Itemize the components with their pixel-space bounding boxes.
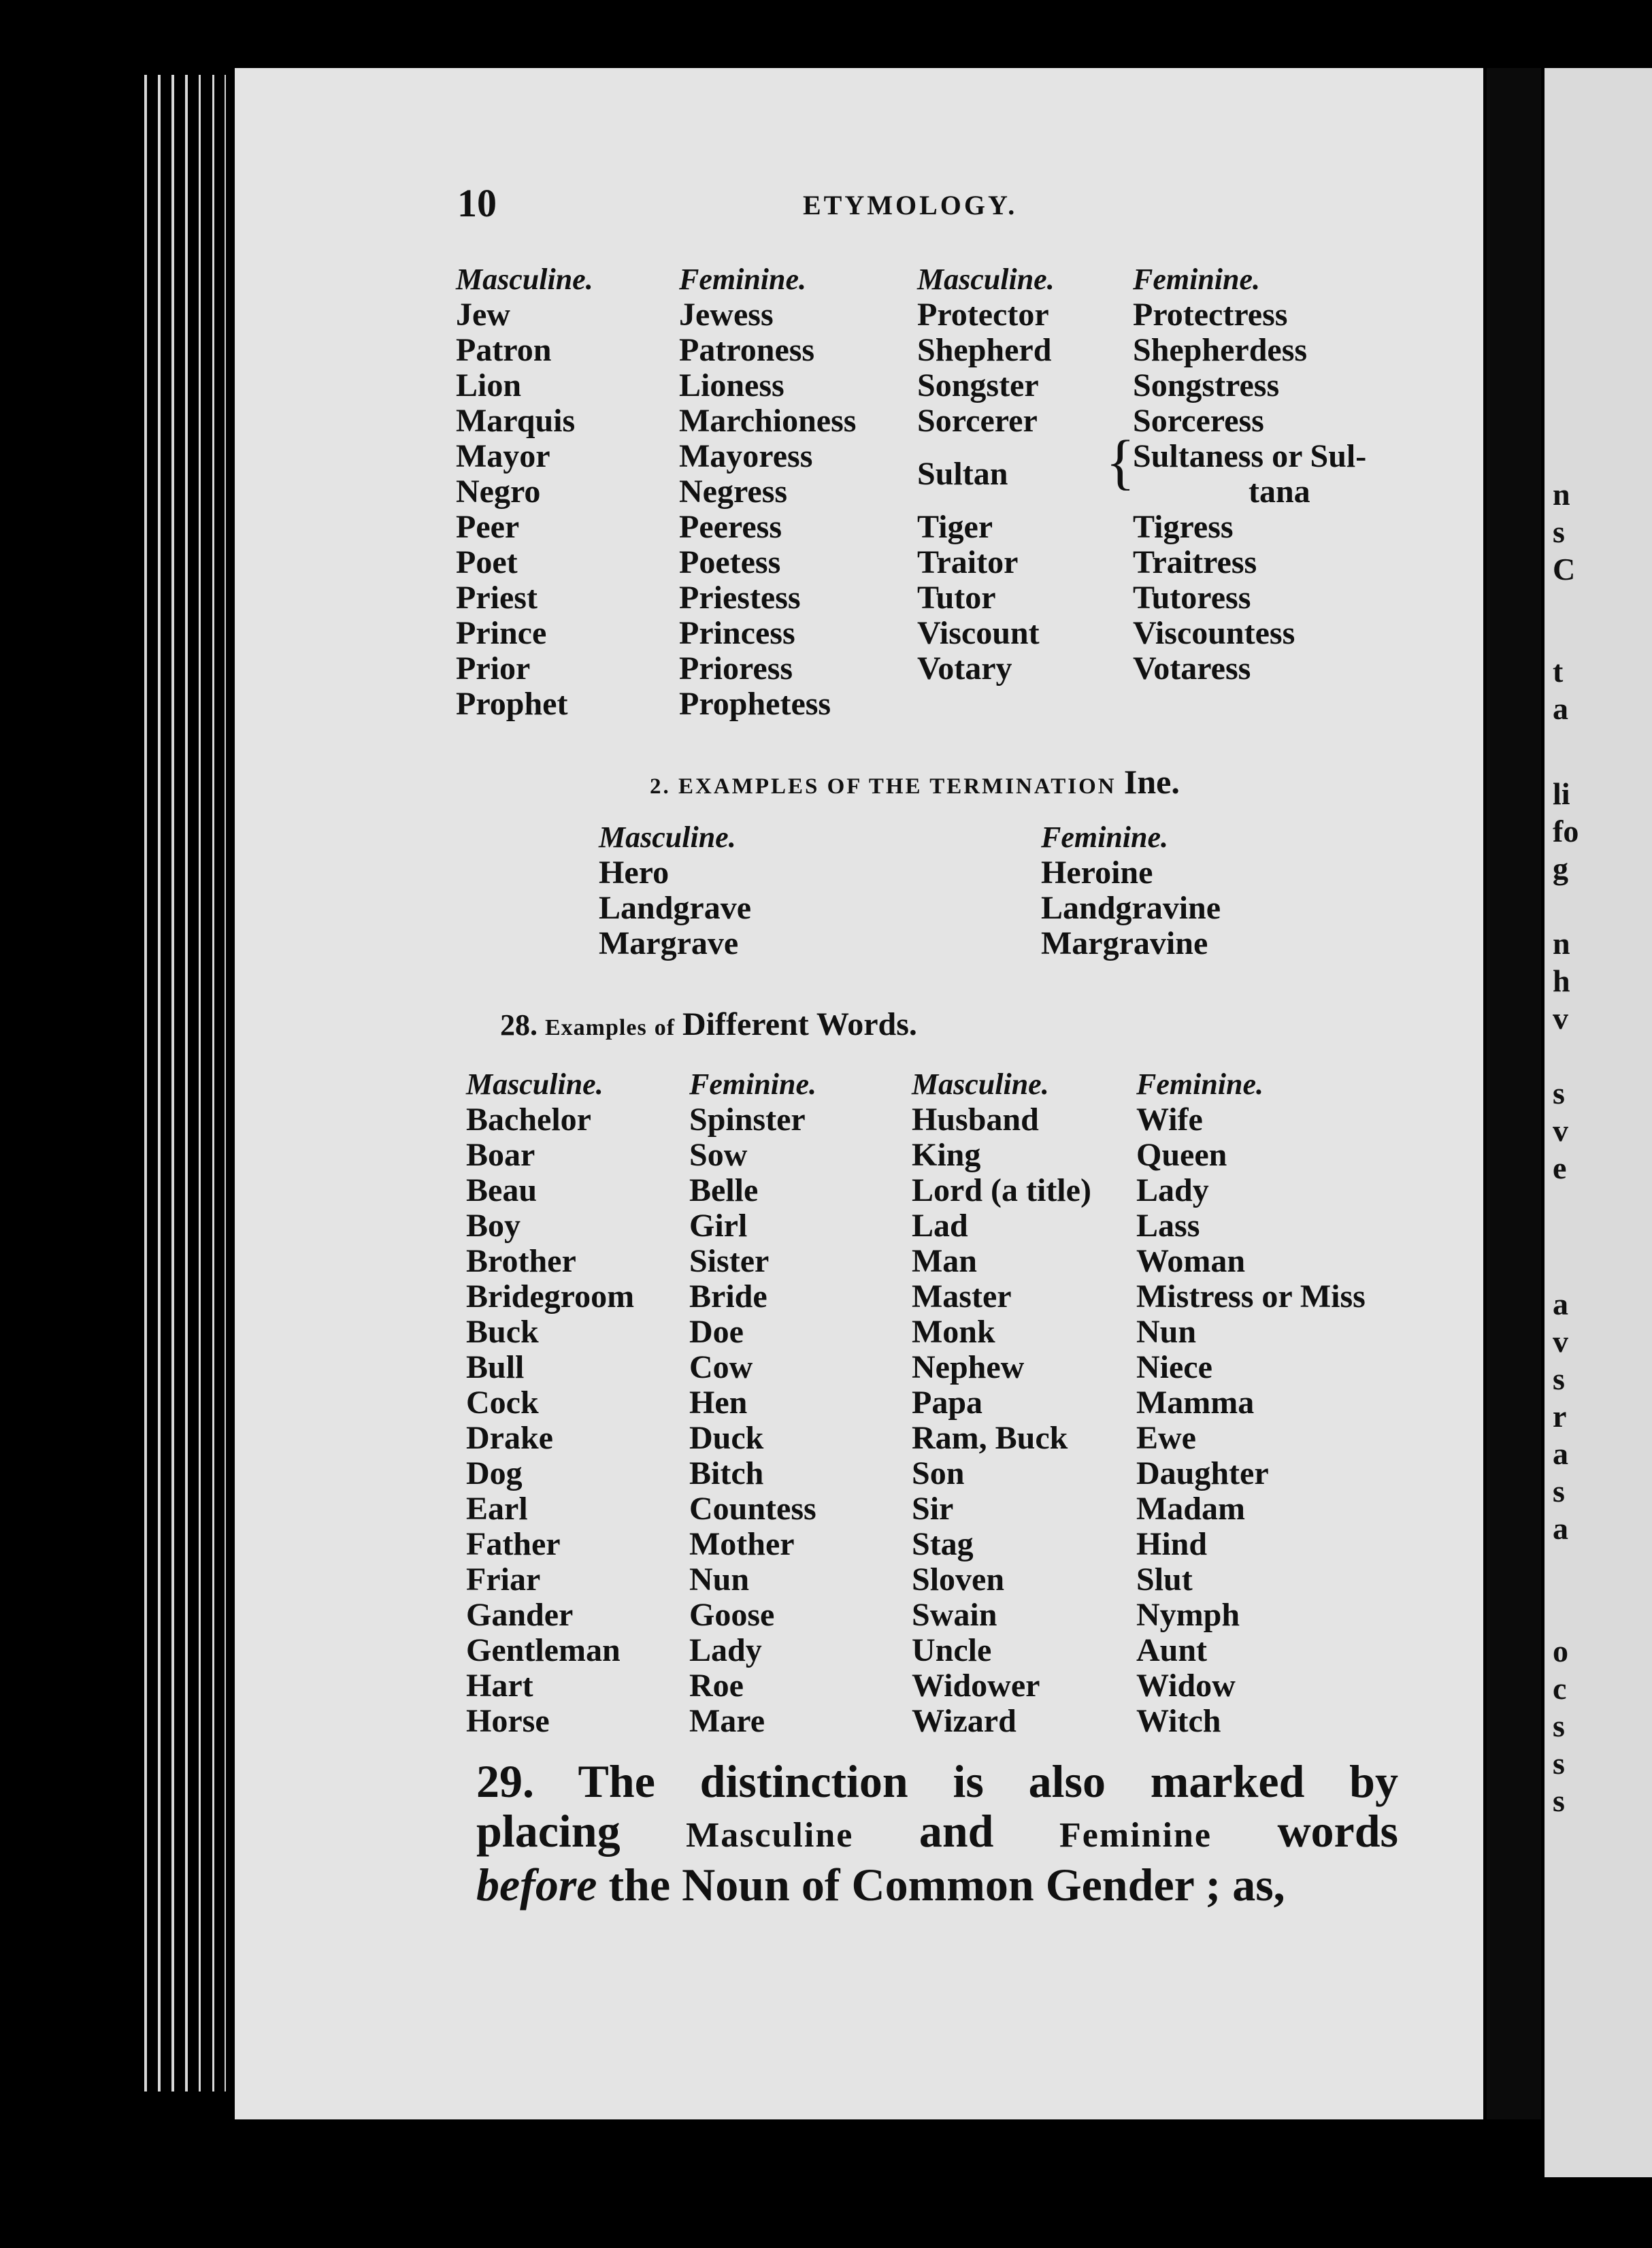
word-entry: Heroine bbox=[1041, 855, 1153, 891]
page-edge bbox=[185, 75, 188, 2092]
word: words bbox=[1277, 1805, 1399, 1857]
word-entry: Girl bbox=[689, 1208, 748, 1244]
word-entry: Traitress bbox=[1133, 544, 1257, 580]
next-page-letter: s bbox=[1553, 1708, 1565, 1743]
word-entry: Priest bbox=[456, 580, 538, 616]
word-entry: Swain bbox=[912, 1597, 997, 1633]
word-entry: Prince bbox=[456, 615, 547, 651]
word-entry: Goose bbox=[689, 1597, 775, 1633]
next-page-letter: a bbox=[1553, 1436, 1568, 1471]
word-entry: Father bbox=[466, 1526, 561, 1562]
word-entry: Mayor bbox=[456, 438, 550, 474]
page-number: 10 bbox=[457, 181, 497, 225]
word-entry: Margrave bbox=[599, 925, 739, 961]
word-entry: Countess bbox=[689, 1491, 816, 1527]
word-entry: Bridegroom bbox=[466, 1278, 635, 1315]
next-page-letter: li bbox=[1553, 776, 1570, 811]
word-entry: Marchioness bbox=[679, 403, 857, 439]
word-entry: Belle bbox=[689, 1172, 759, 1208]
word-entry: Boar bbox=[466, 1137, 535, 1173]
word-entry: Patroness bbox=[679, 332, 815, 368]
section-2-prefix: 2. EXAMPLES OF THE TERMINATION bbox=[650, 774, 1117, 799]
word-entry: Negress bbox=[679, 474, 788, 510]
column-header: Feminine. bbox=[679, 263, 807, 296]
word-entry: Monk bbox=[912, 1314, 995, 1350]
word-entry: Mistress or Miss bbox=[1136, 1278, 1366, 1315]
next-page-letter: r bbox=[1553, 1399, 1567, 1434]
word-entry: Tiger bbox=[917, 509, 993, 545]
word-entry: Bride bbox=[689, 1278, 767, 1315]
column-header: Masculine. bbox=[456, 263, 593, 296]
word-entry: Papa bbox=[912, 1385, 983, 1421]
word-entry: Prior bbox=[456, 650, 531, 687]
word-entry: Mother bbox=[689, 1526, 795, 1562]
column-header: Masculine. bbox=[912, 1068, 1049, 1101]
word-entry: Woman bbox=[1136, 1243, 1246, 1279]
word-entry: Marquis bbox=[456, 403, 576, 439]
word-entry: Ram, Buck bbox=[912, 1420, 1068, 1456]
word-entry: Landgravine bbox=[1041, 890, 1221, 926]
next-page-letter: a bbox=[1553, 1287, 1568, 1321]
section-28-number: 28. bbox=[500, 1008, 538, 1042]
word-entry: Protectress bbox=[1133, 297, 1288, 333]
word-entry: Traitor bbox=[917, 544, 1019, 580]
next-page-letter: v bbox=[1553, 1001, 1568, 1036]
word-entry: Shepherdess bbox=[1133, 332, 1308, 368]
table1-col1 bbox=[456, 262, 687, 722]
word-entry: Friar bbox=[466, 1561, 541, 1598]
word-entry: Priestess bbox=[679, 580, 801, 616]
word-entry: Daughter bbox=[1136, 1455, 1269, 1491]
section-28-of: of bbox=[654, 1015, 676, 1040]
next-page-letter: s bbox=[1553, 1474, 1565, 1508]
word-entry: Lad bbox=[912, 1208, 968, 1244]
word-entry: Mare bbox=[689, 1703, 765, 1739]
next-page-letter: s bbox=[1553, 1746, 1565, 1781]
section-2-heading bbox=[650, 762, 1180, 801]
word-entry: Dog bbox=[466, 1455, 523, 1491]
column-header: Feminine. bbox=[1133, 263, 1261, 296]
word-entry: Sister bbox=[689, 1243, 770, 1279]
section-2-term: Ine. bbox=[1123, 763, 1180, 801]
word-entry: Bull bbox=[466, 1349, 525, 1385]
paragraph-29 bbox=[476, 1757, 1398, 1910]
next-page-letter: s bbox=[1553, 1076, 1565, 1110]
italic-word: before bbox=[476, 1859, 597, 1911]
section2-col2 bbox=[1041, 820, 1449, 961]
word-entry: Sultaness or Sul- bbox=[1133, 438, 1367, 474]
section-28-rest: Different Words. bbox=[682, 1006, 917, 1042]
next-page-letter: n bbox=[1553, 477, 1570, 512]
word-entry: Husband bbox=[912, 1102, 1039, 1138]
word-entry: Landgrave bbox=[599, 890, 752, 926]
word-entry: Man bbox=[912, 1243, 977, 1279]
next-page-fragment bbox=[1544, 68, 1652, 2177]
word-entry: Spinster bbox=[689, 1102, 806, 1138]
running-title: ETYMOLOGY. bbox=[803, 190, 1018, 220]
word-entry: Poetess bbox=[679, 544, 781, 580]
word-entry: Shepherd bbox=[917, 332, 1052, 368]
word-entry: Votary bbox=[917, 650, 1012, 687]
word-entry: Hind bbox=[1136, 1526, 1208, 1562]
word: placing bbox=[476, 1805, 621, 1857]
word-entry: Sorceress bbox=[1133, 403, 1264, 439]
column-header: Feminine. bbox=[1136, 1068, 1264, 1101]
word-entry: Lady bbox=[1136, 1172, 1209, 1208]
word-entry: Prioress bbox=[679, 650, 793, 687]
word-entry: Votaress bbox=[1133, 650, 1251, 687]
word-entry: Widower bbox=[912, 1668, 1040, 1704]
page-edge bbox=[225, 75, 226, 2092]
word-entry: Hart bbox=[466, 1668, 533, 1704]
word-entry: Buck bbox=[466, 1314, 539, 1350]
table2-col2 bbox=[689, 1067, 921, 1739]
word-entry: Viscountess bbox=[1133, 615, 1295, 651]
next-page-letter: e bbox=[1553, 1151, 1567, 1185]
next-page-letter: fo bbox=[1553, 814, 1579, 848]
next-page-letter: v bbox=[1553, 1324, 1568, 1359]
word-entry: Nun bbox=[1136, 1314, 1197, 1350]
word-entry: Horse bbox=[466, 1703, 550, 1739]
word-entry: Poet bbox=[456, 544, 518, 580]
column-header: Masculine. bbox=[599, 821, 736, 854]
word-entry: Drake bbox=[466, 1420, 553, 1456]
small-caps-word: Feminine bbox=[1059, 1816, 1212, 1855]
word-entry: Viscount bbox=[917, 615, 1040, 651]
word-entry: Prophetess bbox=[679, 686, 831, 722]
word-entry: Doe bbox=[689, 1314, 744, 1350]
next-page-letter: o bbox=[1553, 1634, 1568, 1668]
paragraph-line bbox=[476, 1860, 1398, 1910]
word-entry: Slut bbox=[1136, 1561, 1193, 1598]
small-caps-word: Masculine bbox=[686, 1816, 854, 1855]
word-entry: Sloven bbox=[912, 1561, 1005, 1598]
word-entry: Lion bbox=[456, 367, 522, 403]
word-entry: Wizard bbox=[912, 1703, 1017, 1739]
word-entry: Duck bbox=[689, 1420, 764, 1456]
word-entry: Mamma bbox=[1136, 1385, 1255, 1421]
next-page-letter: h bbox=[1553, 963, 1570, 998]
word-entry: Peer bbox=[456, 509, 520, 545]
word-entry: Prophet bbox=[456, 686, 568, 722]
words: the Noun of Common Gender ; as, bbox=[608, 1859, 1285, 1911]
word-entry: Gentleman bbox=[466, 1632, 621, 1668]
section-28-examples: Examples bbox=[545, 1015, 647, 1040]
page-edge bbox=[144, 75, 147, 2092]
page-edge bbox=[212, 75, 214, 2092]
word: and bbox=[919, 1805, 994, 1857]
word-entry: Ewe bbox=[1136, 1420, 1196, 1456]
word-entry: Sultan bbox=[917, 456, 1008, 492]
paragraph-line bbox=[476, 1806, 1398, 1860]
word-entry: Tutoress bbox=[1133, 580, 1251, 616]
next-page-letter: s bbox=[1553, 1361, 1565, 1396]
word-entry: Bitch bbox=[689, 1455, 764, 1491]
word-entry: Nephew bbox=[912, 1349, 1025, 1385]
word-entry: Bachelor bbox=[466, 1102, 591, 1138]
table2-col1 bbox=[466, 1067, 697, 1739]
next-page-letter: C bbox=[1553, 552, 1576, 586]
next-page-letter: a bbox=[1553, 1511, 1568, 1546]
word-entry: Roe bbox=[689, 1668, 744, 1704]
word-entry: Patron bbox=[456, 332, 552, 368]
word-entry: Tutor bbox=[917, 580, 996, 616]
column-header: Feminine. bbox=[1041, 821, 1169, 854]
word-entry: Widow bbox=[1136, 1668, 1236, 1704]
table2-col4 bbox=[1136, 1067, 1408, 1739]
word-entry: Lord (a title) bbox=[912, 1172, 1091, 1208]
word-entry: Lioness bbox=[679, 367, 784, 403]
word-entry: Stag bbox=[912, 1526, 974, 1562]
word-entry: Princess bbox=[679, 615, 795, 651]
paragraph-line: 29. The distinction is also marked by bbox=[476, 1755, 1398, 1807]
word-entry: Brother bbox=[466, 1243, 576, 1279]
word-entry: Sow bbox=[689, 1137, 748, 1173]
column-header: Masculine. bbox=[917, 263, 1055, 296]
word-entry: Beau bbox=[466, 1172, 538, 1208]
word-entry: Gander bbox=[466, 1597, 574, 1633]
section-28-heading bbox=[500, 1006, 917, 1043]
page-edge bbox=[199, 75, 201, 2092]
word-entry: Songstress bbox=[1133, 367, 1280, 403]
word-entry: Songster bbox=[917, 367, 1039, 403]
page-edge bbox=[158, 75, 161, 2092]
word-entry: Hero bbox=[599, 855, 670, 891]
word-entry: Margravine bbox=[1041, 925, 1208, 961]
next-page-letter: t bbox=[1553, 654, 1564, 689]
word-entry: Negro bbox=[456, 474, 541, 510]
word-entry: Tigress bbox=[1133, 509, 1234, 545]
word-entry: Wife bbox=[1136, 1102, 1203, 1138]
word-entry: Madam bbox=[1136, 1491, 1245, 1527]
table1-col2 bbox=[679, 262, 910, 722]
word-entry: Son bbox=[912, 1455, 965, 1491]
word-entry: Master bbox=[912, 1278, 1012, 1315]
word-entry: Nun bbox=[689, 1561, 750, 1598]
word-entry: King bbox=[912, 1137, 981, 1173]
next-page-letter: n bbox=[1553, 926, 1570, 961]
word-entry: Witch bbox=[1136, 1703, 1221, 1739]
word-entry: Queen bbox=[1136, 1137, 1227, 1173]
word-entry: Protector bbox=[917, 297, 1049, 333]
section2-col1 bbox=[599, 820, 1007, 961]
next-page-letter: c bbox=[1553, 1671, 1567, 1706]
word-entry: Sorcerer bbox=[917, 403, 1038, 439]
table2-col3 bbox=[912, 1067, 1143, 1739]
page-edge bbox=[171, 75, 174, 2092]
next-page-letter: v bbox=[1553, 1113, 1568, 1148]
table1-col4 bbox=[1133, 262, 1419, 687]
next-page-letter: s bbox=[1553, 1783, 1565, 1818]
word-entry: Cock bbox=[466, 1385, 539, 1421]
word-entry: Niece bbox=[1136, 1349, 1212, 1385]
word-entry: Sir bbox=[912, 1491, 954, 1527]
next-page-letter: g bbox=[1553, 851, 1568, 886]
word-entry: Nymph bbox=[1136, 1597, 1240, 1633]
word-entry: Mayoress bbox=[679, 438, 813, 474]
word-entry: Lady bbox=[689, 1632, 762, 1668]
column-header: Masculine. bbox=[466, 1068, 604, 1101]
word-entry: Aunt bbox=[1136, 1632, 1208, 1668]
word-entry: Jew bbox=[456, 297, 510, 333]
word-entry: Peeress bbox=[679, 509, 782, 545]
next-page-letter: a bbox=[1553, 691, 1568, 726]
word-entry: Lass bbox=[1136, 1208, 1200, 1244]
column-header: Feminine. bbox=[689, 1068, 817, 1101]
word-entry: Boy bbox=[466, 1208, 521, 1244]
word-entry: Hen bbox=[689, 1385, 748, 1421]
word-entry: tana bbox=[1249, 474, 1310, 510]
word-entry: Jewess bbox=[679, 297, 774, 333]
word-entry: Uncle bbox=[912, 1632, 992, 1668]
word-entry: Earl bbox=[466, 1491, 528, 1527]
brace-symbol: { bbox=[1106, 429, 1136, 496]
next-page-letter: s bbox=[1553, 514, 1565, 549]
word-entry: Cow bbox=[689, 1349, 753, 1385]
gutter-shadow bbox=[1487, 68, 1541, 2119]
